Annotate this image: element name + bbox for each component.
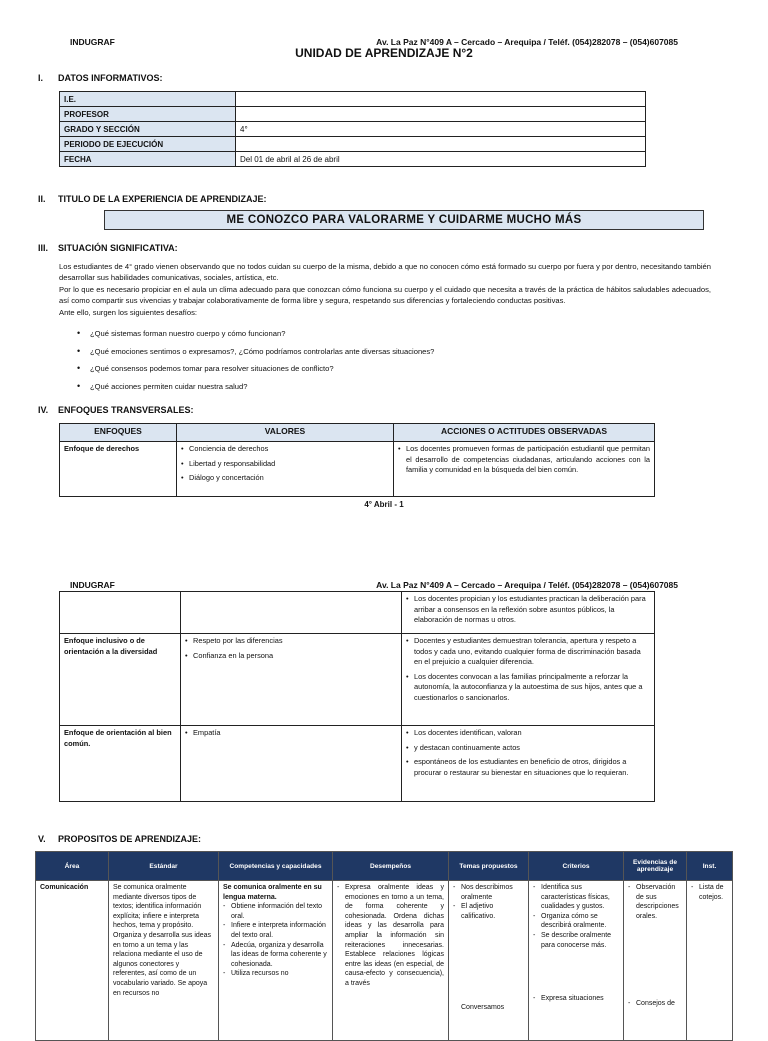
table-row — [60, 592, 655, 634]
table-row — [36, 881, 733, 1041]
section-number: I. — [38, 73, 44, 83]
column-header: ENFOQUES — [60, 424, 177, 442]
acciones-cell — [394, 442, 655, 497]
org-address: Av. La Paz N°409 A – Cercado – Arequipa / Teléf. (054)282078 – (054)607085 — [376, 37, 678, 47]
section-datos-informativos — [38, 73, 163, 83]
inst-cell — [687, 881, 733, 1041]
datos-key: FECHA — [60, 152, 236, 167]
section-label: ENFOQUES TRANSVERSALES: — [58, 405, 194, 415]
section-label: TITULO DE LA EXPERIENCIA DE APRENDIZAJE: — [58, 194, 267, 204]
column-header: VALORES — [177, 424, 394, 442]
datos-key: I.E. — [60, 92, 236, 107]
datos-key: GRADO Y SECCIÓN — [60, 122, 236, 137]
criterios-cell — [529, 881, 624, 1041]
situacion-paragraph: Por lo que es necesario propiciar en el aula un clima adecuado para que conozcan cómo funciona su cuerpo y el cuidado que necesita a través de la práctica de hábitos saludables adecuados, así como compartir sus vivencias y trabajar colaborativamente de forma libre y segura, respetando sus diferencias y fortaleciendo conductas positivas. — [59, 285, 711, 305]
valores-cell — [181, 634, 402, 726]
list-item: • ¿Qué emociones sentimos o expresamos?, ¿Cómo podríamos controlarlas ante diversas situaciones? — [74, 347, 434, 365]
list-item: • ¿Qué acciones permiten cuidar nuestra salud? — [74, 382, 434, 400]
list-item: • Respeto por las diferencias — [185, 636, 397, 647]
section-enfoques — [38, 405, 194, 415]
section-number: IV. — [38, 405, 49, 415]
enfoque-name — [60, 592, 181, 634]
valores-cell — [181, 592, 402, 634]
experiencia-title: ME CONOZCO PARA VALORARME Y CUIDARME MUCHO MÁS — [104, 210, 704, 230]
estandar-cell: Se comunica oralmente mediante diversos tipos de textos; identifica información explícita; infiere e interpreta hechos, tema y propósito. Organiza y desarrolla sus ideas en torno a un tema y las relaciona mediante el uso de algunos conectores y referentes, así como de un vocabulario variado. Se apoya en recursos no — [109, 881, 219, 1041]
datos-value: 4° — [236, 122, 646, 137]
org-name: INDUGRAF — [70, 580, 115, 590]
section-propositos — [38, 834, 201, 844]
list-item: - Organiza cómo se describirá oralmente. — [533, 912, 619, 931]
situacion-text — [59, 261, 711, 318]
temas-cell — [449, 881, 529, 1041]
datos-value — [236, 137, 646, 152]
table-row — [60, 122, 646, 137]
column-header: Desempeños — [333, 852, 449, 881]
page-footer: 4° Abril - 1 — [364, 500, 404, 509]
list-item: • Docentes y estudiantes demuestran tolerancia, apertura y respeto a todos y cada uno, evitando cualquier forma de discriminación basada en el prejuicio a cualquier diferencia. — [406, 636, 650, 668]
enfoque-name: Enfoque de orientación al bien común. — [60, 726, 181, 802]
list-item: • ¿Qué sistemas forman nuestro cuerpo y cómo funcionan? — [74, 329, 434, 347]
column-header: ACCIONES O ACTITUDES OBSERVADAS — [394, 424, 655, 442]
table-row — [60, 442, 655, 497]
column-header: Área — [36, 852, 109, 881]
enfoques-table-continued — [59, 591, 655, 802]
table-row — [60, 137, 646, 152]
list-item: - Identifica sus características físicas, cualidades y gustos. — [533, 883, 619, 912]
list-item: - Se describe oralmente para conocerse más. — [533, 931, 619, 950]
list-item: - Expresa oralmente ideas y emociones en torno a un tema, de forma coherente y cohesionada. Ordena dichas ideas y las desarrolla para ampliar la información sin reiteraciones innecesarias. Establece relaciones lógicas entre las ideas (en especial, de causa-efecto y consecuencia), a través — [337, 883, 444, 989]
enfoque-name: Enfoque inclusivo o de orientación a la diversidad — [60, 634, 181, 726]
table-row — [60, 92, 646, 107]
list-item: • espontáneos de los estudiantes en beneficio de otros, dirigidos a procurar o restaurar su bienestar en situaciones que lo requieran. — [406, 757, 650, 778]
valores-cell — [177, 442, 394, 497]
org-address: Av. La Paz N°409 A – Cercado – Arequipa / Teléf. (054)282078 – (054)607085 — [376, 580, 678, 590]
list-item: - Lista de cotejos. — [691, 883, 728, 902]
competencias-cell — [219, 881, 333, 1041]
table-row — [60, 152, 646, 167]
evidencias-cell — [624, 881, 687, 1041]
list-item: • Conciencia de derechos — [181, 444, 389, 455]
list-item: • Libertad y responsabilidad — [181, 459, 389, 470]
list-item: • Los docentes convocan a las familias principalmente a reforzar la autonomía, la autoconfianza y la autoestima de sus hijos, antes que a cuestionarlos o sancionarlos. — [406, 672, 650, 704]
desafios-list — [74, 329, 434, 399]
list-item: - Adecúa, organiza y desarrolla las ideas de forma coherente y cohesionada. — [223, 941, 328, 970]
list-item: • Los docentes promueven formas de participación estudiantil que permitan el desarrollo de competencias ciudadanas, articulando acciones con la familia y comunidad en la búsqueda del bien común. — [398, 444, 650, 476]
enfoques-table — [59, 423, 655, 497]
section-label: SITUACIÓN SIGNIFICATIVA: — [58, 243, 178, 253]
list-item: - Consejos de — [628, 999, 682, 1009]
enfoque-name: Enfoque de derechos — [60, 442, 177, 497]
org-name: INDUGRAF — [70, 37, 115, 47]
area-cell: Comunicación — [36, 881, 109, 1041]
table-row — [60, 726, 655, 802]
list-item: - Infiere e interpreta información del texto oral. — [223, 921, 328, 940]
acciones-cell — [402, 634, 655, 726]
list-item: - Expresa situaciones — [533, 994, 619, 1004]
section-number: V. — [38, 834, 46, 844]
list-item: - El adjetivo calificativo. — [453, 902, 524, 921]
datos-table — [59, 91, 646, 167]
list-item: • y destacan continuamente actos — [406, 743, 650, 754]
valores-cell — [181, 726, 402, 802]
list-item: • ¿Qué consensos podemos tomar para resolver situaciones de conflicto? — [74, 364, 434, 382]
section-titulo — [38, 194, 267, 204]
list-item: - Nos describimos oralmente — [453, 883, 524, 902]
list-item: • Confianza en la persona — [185, 651, 397, 662]
acciones-cell — [402, 726, 655, 802]
datos-value — [236, 107, 646, 122]
column-header: Criterios — [529, 852, 624, 881]
list-item: • Diálogo y concertación — [181, 473, 389, 484]
column-header: Competencias y capacidades — [219, 852, 333, 881]
list-item: Conversamos — [461, 1004, 505, 1012]
list-item: - Utiliza recursos no — [223, 969, 328, 979]
document-title: UNIDAD DE APRENDIZAJE N°2 — [295, 46, 473, 60]
section-number: II. — [38, 194, 46, 204]
table-header-row — [60, 424, 655, 442]
list-item: - Obtiene información del texto oral. — [223, 902, 328, 921]
situacion-paragraph: Ante ello, surgen los siguientes desafíos: — [59, 308, 198, 317]
table-row — [60, 107, 646, 122]
section-label: PROPOSITOS DE APRENDIZAJE: — [58, 834, 202, 844]
section-label: DATOS INFORMATIVOS: — [58, 73, 163, 83]
section-situacion — [38, 243, 178, 253]
datos-value: Del 01 de abril al 26 de abril — [236, 152, 646, 167]
column-header: Evidencias de aprendizaje — [624, 852, 687, 881]
acciones-cell — [402, 592, 655, 634]
datos-key: PROFESOR — [60, 107, 236, 122]
list-item: • Los docentes propician y los estudiantes practican la deliberación para arribar a consensos en la reflexión sobre asuntos públicos, la elaboración de normas u otros. — [406, 594, 650, 626]
column-header: Inst. — [687, 852, 733, 881]
propositos-table — [35, 851, 733, 1041]
column-header: Estándar — [109, 852, 219, 881]
column-header: Temas propuestos — [449, 852, 529, 881]
list-item: • Empatía — [185, 728, 397, 739]
competencia-title: Se comunica oralmente en su lengua materna. — [223, 884, 322, 901]
table-row — [60, 634, 655, 726]
datos-key: PERIODO DE EJECUCIÓN — [60, 137, 236, 152]
datos-value — [236, 92, 646, 107]
situacion-paragraph: Los estudiantes de 4° grado vienen observando que no todos cuidan su cuerpo de la misma, debido a que no conocen cómo está formado su cuerpo por fuera y por dentro, necesitando también desarrollar sus habilidades comunicativas, sociales, artística, etc. — [59, 262, 711, 282]
section-number: III. — [38, 243, 49, 253]
desempenos-cell — [333, 881, 449, 1041]
list-item: • Los docentes identifican, valoran — [406, 728, 650, 739]
table-header-row — [36, 852, 733, 881]
list-item: - Observación de sus descripciones orales. — [628, 883, 682, 921]
